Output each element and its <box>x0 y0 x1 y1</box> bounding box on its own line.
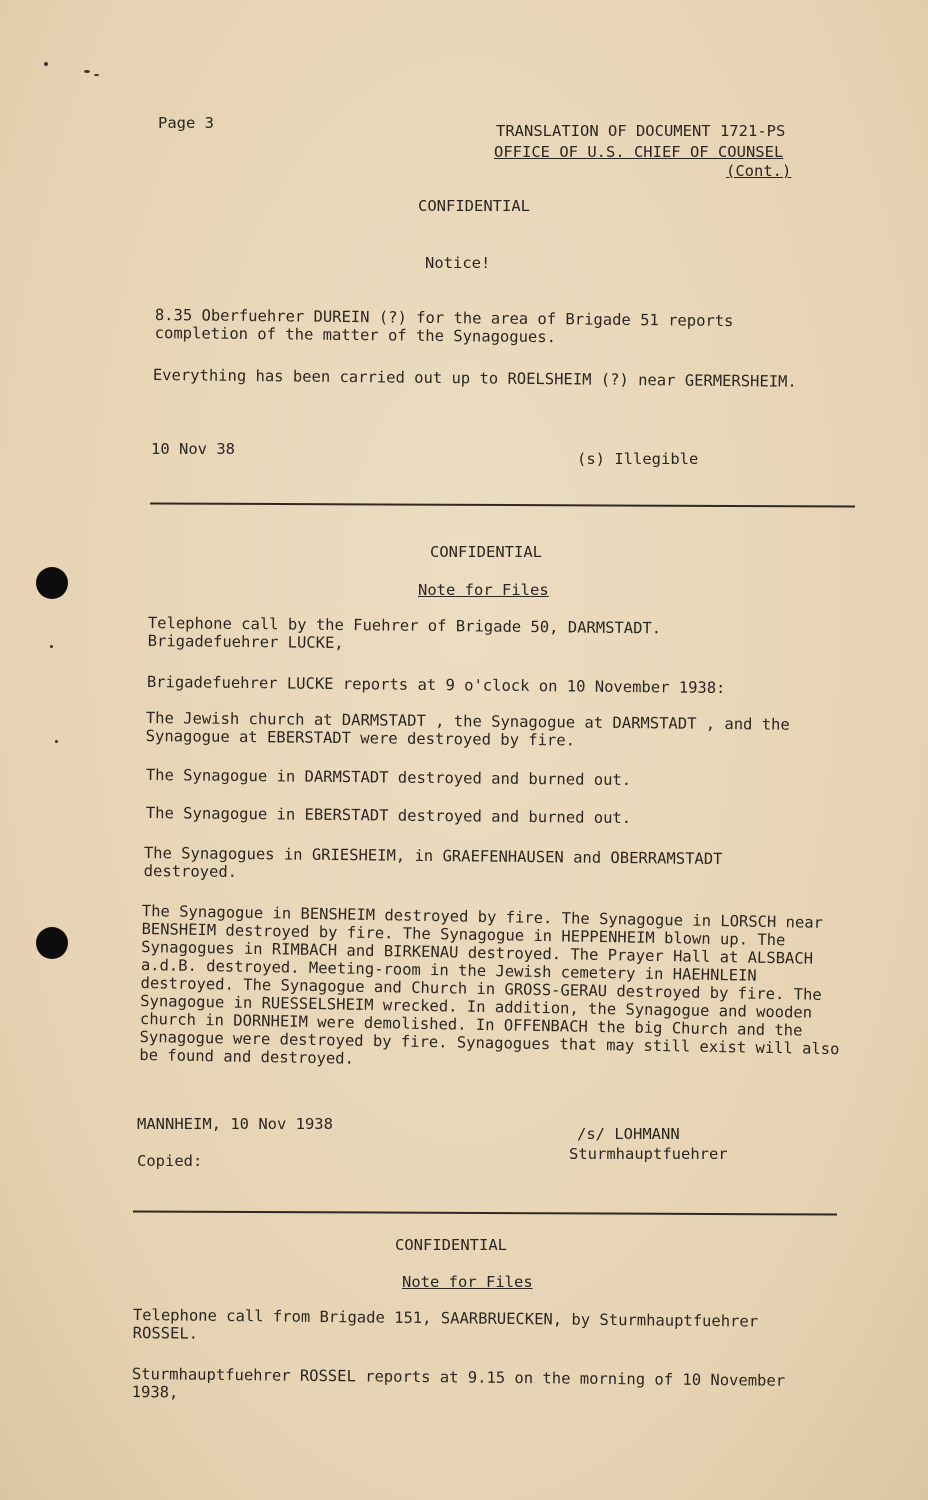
office-label: OFFICE OF U.S. CHIEF OF COUNSEL <box>494 143 784 161</box>
note2-paragraph-2: Sturmhauptfuehrer ROSSEL reports at 9.15 on the morning of 10 November 1938, <box>131 1365 786 1402</box>
classification-2: CONFIDENTIAL <box>430 543 542 561</box>
note2-paragraph-1: Telephone call from Brigade 151, SAARBRUECKEN, by Sturmhauptfuehrer ROSSEL. <box>132 1306 759 1343</box>
place-date: MANNHEIM, 10 Nov 1938 <box>137 1115 333 1133</box>
note-paragraph-4: The Synagogue in DARMSTADT destroyed and burned out. <box>145 766 632 790</box>
classification-1: CONFIDENTIAL <box>418 197 530 215</box>
notice-signature: (s) Illegible <box>577 450 699 468</box>
heading-note-for-files-2: Note for Files <box>402 1273 533 1291</box>
speck <box>50 645 53 648</box>
speck <box>55 740 58 743</box>
punch-hole-top <box>36 567 68 599</box>
notice-paragraph-1: 8.35 Oberfuehrer DUREIN (?) for the area of Brigade 51 reports completion of the matter of the Synagogues. <box>154 306 734 347</box>
notice-paragraph-2: Everything has been carried out up to ROELSHEIM (?) near GERMERSHEIM. <box>152 366 797 391</box>
signature-rank: Sturmhauptfuehrer <box>569 1145 728 1163</box>
note-paragraph-1: Telephone call by the Fuehrer of Brigade 50, DARMSTADT. Brigadefuehrer LUCKE, <box>147 614 662 653</box>
page-number: Page 3 <box>158 114 214 132</box>
note-paragraph-7: The Synagogue in BENSHEIM destroyed by fire. The Synagogue in LORSCH near BENSHEIM destroyed by fire. The Synagogue in HEPPENHEIM blown up. The Synagogues in RIMBACH and BIRKENAU destroyed. The Prayer Hall at ALSBACH a.d.B. destroyed. Meeting-room in the Jewish cemetery in HAEHNLEIN destroyed. The Synagogue and Church in GROSS-GERAU destroyed by fire. The Synagogue in RUESSELSHEIM wrecked. In addition, the Synagogue and wooden church in DORNHEIM were demolished. In OFFENBACH the big Church and the Synagogue were destroyed by fire. Synagogues that may still exist will also be found and destroyed. <box>139 902 840 1068</box>
note-paragraph-3: The Jewish church at DARMSTADT , the Synagogue at DARMSTADT , and the Synagogue at EBERSTADT were destroyed by fire. <box>145 709 790 750</box>
note-paragraph-6: The Synagogues in GRIESHEIM, in GRAEFENHAUSEN and OBERRAMSTADT destroyed. <box>143 844 723 881</box>
divider-1 <box>150 502 855 507</box>
speck <box>84 70 90 73</box>
divider-2 <box>133 1210 837 1215</box>
punch-hole-bottom <box>36 927 68 959</box>
classification-3: CONFIDENTIAL <box>395 1236 507 1254</box>
copied-label: Copied: <box>137 1152 203 1170</box>
heading-note-for-files-1: Note for Files <box>418 581 549 599</box>
continued-label: (Cont.) <box>726 162 792 180</box>
notice-date: 10 Nov 38 <box>151 440 235 458</box>
heading-notice: Notice! <box>425 254 491 272</box>
speck <box>94 74 99 76</box>
note-paragraph-2: Brigadefuehrer LUCKE reports at 9 o'clock on 10 November 1938: <box>146 673 726 698</box>
document-title: TRANSLATION OF DOCUMENT 1721-PS <box>496 122 786 140</box>
note-paragraph-5: The Synagogue in EBERSTADT destroyed and burned out. <box>145 804 632 828</box>
signature-name: /s/ LOHMANN <box>577 1125 680 1143</box>
speck <box>44 62 48 66</box>
